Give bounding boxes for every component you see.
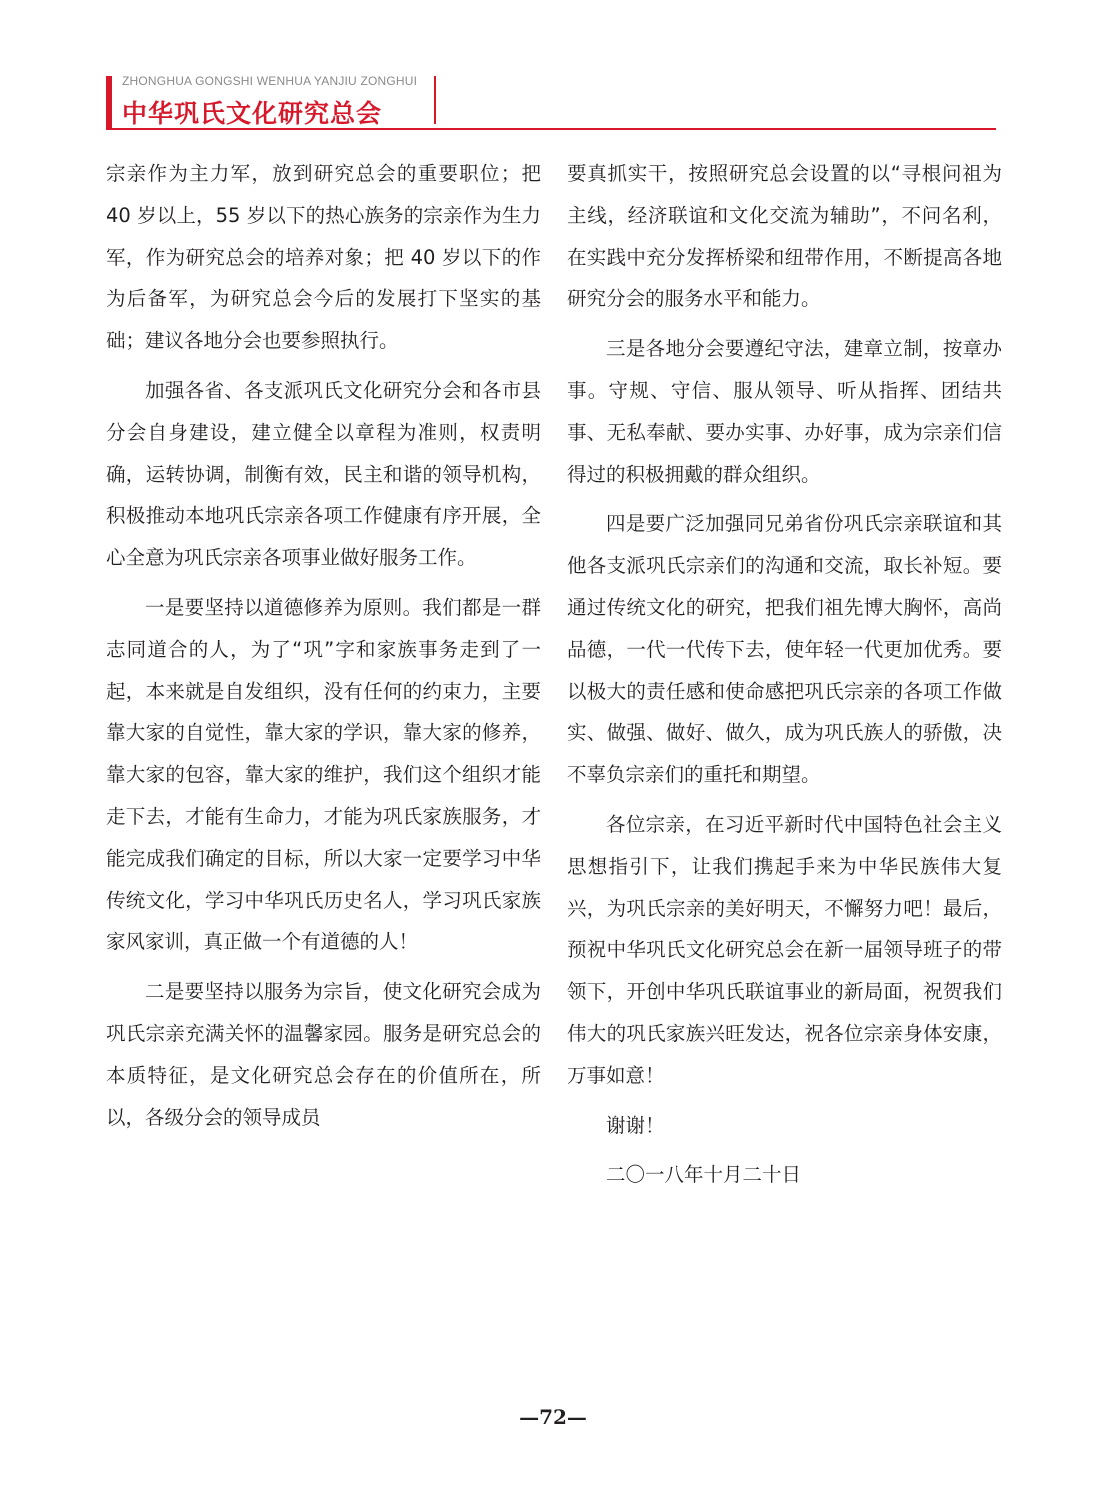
page-number: —72— [519,1405,587,1429]
closing-thanks: 谢谢！ [606,1113,665,1137]
left-column [106,153,541,1146]
header-pinyin: ZHONGHUA GONGSHI WENHUA YANJIU ZONGHUI [122,74,418,88]
right-column [567,153,1002,1204]
paragraph: 一是要坚持以道德修养为原则。我们都是一群志同道合的人，为了“巩”字和家族事务走到了一起，本来就是自发组织，没有任何的约束力，主要靠大家的自觉性，靠大家的学识，靠大家的修养，靠大家的包容，靠大家的维护，我们这个组织才能走下去，才能有生命力，才能为巩氏家族服务，才能完成我们确定的目标，所以大家一定要学习中华传统文化，学习中华巩氏历史名人，学习巩氏家族家风家训，真正做一个有道德的人！ [106,595,541,954]
paragraph: 三是各地分会要遵纪守法，建章立制，按章办事。守规、守信、服从领导、听从指挥、团结共事、无私奉献、要办实事、办好事，成为宗亲们信得过的积极拥戴的群众组织。 [567,337,1002,486]
paragraph: 二是要坚持以服务为宗旨，使文化研究会成为巩氏宗亲充满关怀的温馨家园。服务是研究总会的本质特征，是文化研究总会存在的价值所在，所以，各级分会的领导成员 [106,980,541,1129]
paragraph: 要真抓实干，按照研究总会设置的以“寻根问祖为主线，经济联谊和文化交流为辅助”，不问名利，在实践中充分发挥桥梁和纽带作用，不断提高各地研究分会的服务水平和能力。 [567,162,1002,311]
page-header [106,70,996,132]
header-divider-bar [434,76,436,124]
paragraph: 四是要广泛加强同兄弟省份巩氏宗亲联谊和其他各支派巩氏宗亲们的沟通和交流，取长补短。要通过传统文化的研究，把我们祖先博大胸怀，高尚品德，一代一代传下去，使年轻一代更加优秀。要以极大的责任感和使命感把巩氏宗亲的各项工作做实、做强、做好、做久，成为巩氏族人的骄傲，决不辜负宗亲们的重托和期望。 [567,512,1002,787]
header-rule [106,128,996,130]
paragraph: 宗亲作为主力军，放到研究总会的重要职位；把 40 岁以上，55 岁以下的热心族务的宗亲作为生力军，作为研究总会的培养对象；把 40 岁以下的作为后备军，为研究总会今后的发展打下坚实的基础；建议各地分会也要参照执行。 [106,162,541,353]
header-title: 中华巩氏文化研究总会 [122,99,383,128]
date-line: 二〇一八年十月二十日 [606,1163,802,1187]
header-accent-bar [106,76,112,130]
paragraph: 加强各省、各支派巩氏文化研究分会和各市县分会自身建设，建立健全以章程为准则，权责明确，运转协调，制衡有效，民主和谐的领导机构，积极推动本地巩氏宗亲各项工作健康有序开展，全心全意为巩氏宗亲各项事业做好服务工作。 [106,378,541,570]
paragraph: 各位宗亲，在习近平新时代中国特色社会主义思想指引下，让我们携起手来为中华民族伟大复兴，为巩氏宗亲的美好明天，不懈努力吧！最后，预祝中华巩氏文化研究总会在新一届领导班子的带领下，开创中华巩氏联谊事业的新局面，祝贺我们伟大的巩氏家族兴旺发达，祝各位宗亲身体安康，万事如意！ [567,812,1002,1087]
